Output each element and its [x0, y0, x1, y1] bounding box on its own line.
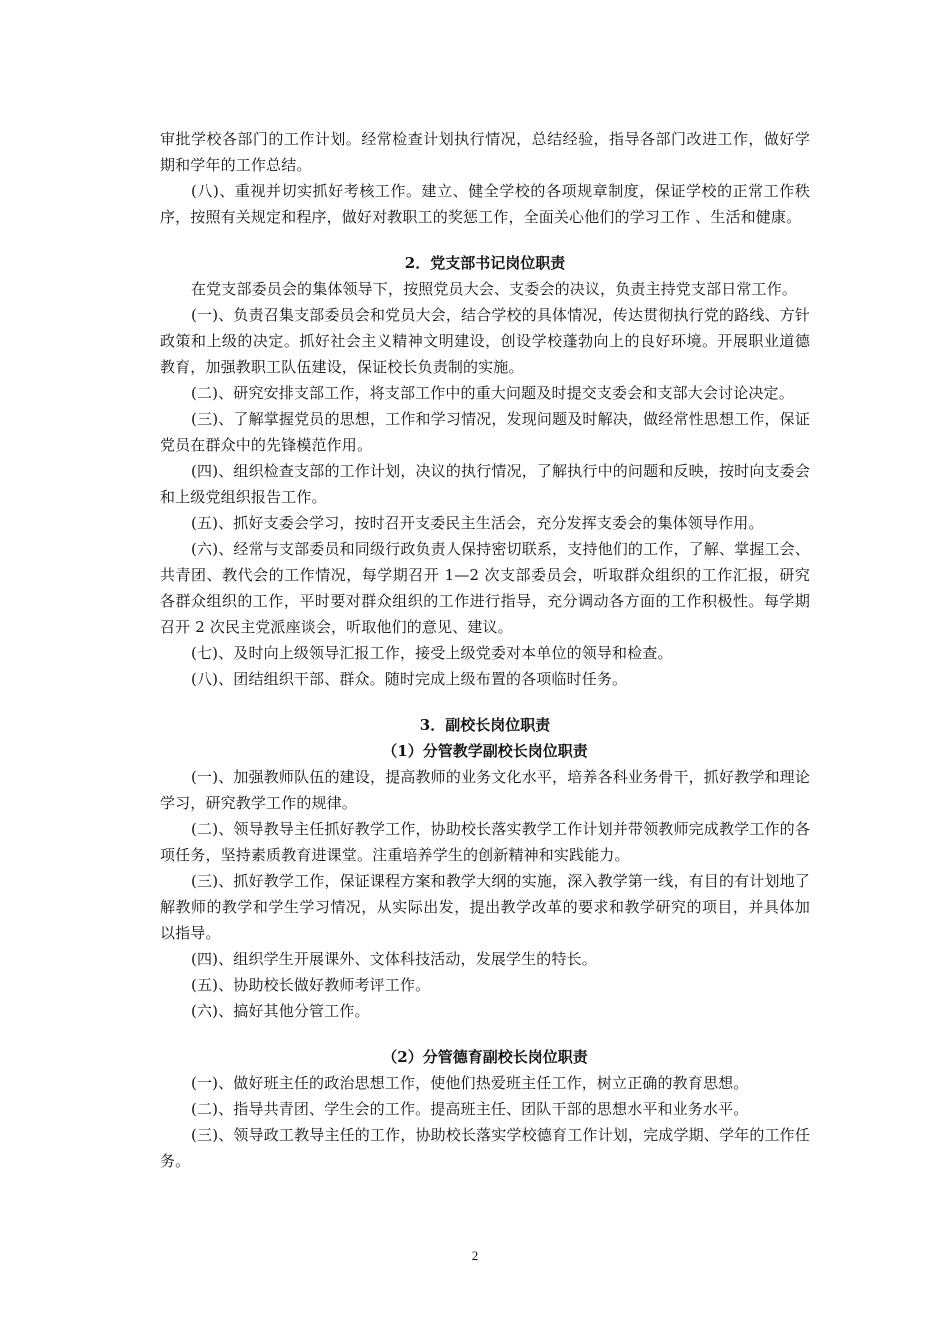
paragraph: (四)、组织检查支部的工作计划，决议的执行情况，了解执行中的问题和反映，按时向支委会和上级党组织报告工作。 — [160, 462, 810, 506]
paragraph: (一)、做好班主任的政治思想工作，使他们热爱班主任工作，树立正确的教育思想。 — [191, 1074, 749, 1092]
paragraph: (五)、抓好支委会学习，按时召开支委民主生活会，充分发挥支委会的集体领导作用。 — [191, 514, 764, 532]
subsection-heading-moral-education: （2）分管德育副校长岗位职责 — [382, 1048, 588, 1066]
paragraph: (四)、组织学生开展课外、文体科技活动，发展学生的特长。 — [191, 950, 597, 968]
paragraph: (二)、领导教导主任抓好教学工作，协助校长落实教学工作计划并带领教师完成教学工作的各项任务，坚持素质教育进课堂。注重培养学生的创新精神和实践能力。 — [160, 820, 810, 864]
section-heading-vice-principal: 3．副校长岗位职责 — [419, 716, 551, 734]
paragraph: (三)、领导政工教导主任的工作，协助校长落实学校德育工作计划，完成学期、学年的工作任务。 — [160, 1126, 810, 1170]
paragraph: (六)、经常与支部委员和同级行政负责人保持密切联系，支持他们的工作，了解、掌握工会、共青团、教代会的工作情况，每学期召开 1—2 次支部委员会，听取群众组织的工作汇报，研究各群众组织的工作，平时要对群众组织的工作进行指导，充分调动各方面的工作积极性。每学期召开 2 次民主党派座谈会，听取他们的意见、建议。 — [160, 540, 810, 636]
page-number: 2 — [471, 1248, 479, 1263]
section-heading-party-secretary: 2．党支部书记岗位职责 — [404, 254, 566, 272]
paragraph: (八)、团结组织干部、群众。随时完成上级布置的各项临时任务。 — [191, 670, 628, 688]
paragraph: (一)、加强教师队伍的建设，提高教师的业务文化水平，培养各科业务骨干，抓好教学和理论学习，研究教学工作的规律。 — [160, 768, 810, 812]
paragraph: (三)、抓好教学工作，保证课程方案和教学大纲的实施，深入教学第一线，有目的有计划地了解教师的教学和学生学习情况，从实际出发，提出教学改革的要求和教学研究的项目，并具体加以指导。 — [160, 872, 810, 942]
paragraph: 在党支部委员会的集体领导下，按照党员大会、支委会的决议，负责主持党支部日常工作。 — [191, 280, 798, 298]
paragraph: 审批学校各部门的工作计划。经常检查计划执行情况，总结经验，指导各部门改进工作，做好学期和学年的工作总结。 — [160, 130, 810, 174]
paragraph: (三)、了解掌握党员的思想，工作和学习情况，发现问题及时解决，做经常性思想工作，保证党员在群众中的先锋模范作用。 — [160, 410, 810, 454]
paragraph: (七)、及时向上级领导汇报工作，接受上级党委对本单位的领导和检查。 — [191, 644, 673, 662]
paragraph: (五)、协助校长做好教师考评工作。 — [191, 976, 431, 994]
document-body — [160, 126, 810, 1174]
paragraph: (二)、指导共青团、学生会的工作。提高班主任、团队干部的思想水平和业务水平。 — [191, 1100, 749, 1118]
subsection-heading-teaching: （1）分管教学副校长岗位职责 — [382, 742, 588, 760]
paragraph: (一)、负责召集支部委员会和党员大会，结合学校的具体情况，传达贯彻执行党的路线、方针政策和上级的决定。抓好社会主义精神文明建设，创设学校蓬勃向上的良好环境。开展职业道德教育，加强教职工队伍建设，保证校长负责制的实施。 — [160, 306, 810, 376]
paragraph: (八)、重视并切实抓好考核工作。建立、健全学校的各项规章制度，保证学校的正常工作秩序，按照有关规定和程序，做好对教职工的奖惩工作，全面关心他们的学习工作 、生活和健康。 — [160, 182, 810, 226]
section-gap — [160, 1024, 810, 1044]
paragraph: (六)、搞好其他分管工作。 — [191, 1002, 370, 1020]
section-gap — [160, 230, 810, 250]
section-gap — [160, 692, 810, 712]
paragraph: (二)、研究安排支部工作，将支部工作中的重大问题及时提交支委会和支部大会讨论决定。 — [191, 384, 794, 402]
